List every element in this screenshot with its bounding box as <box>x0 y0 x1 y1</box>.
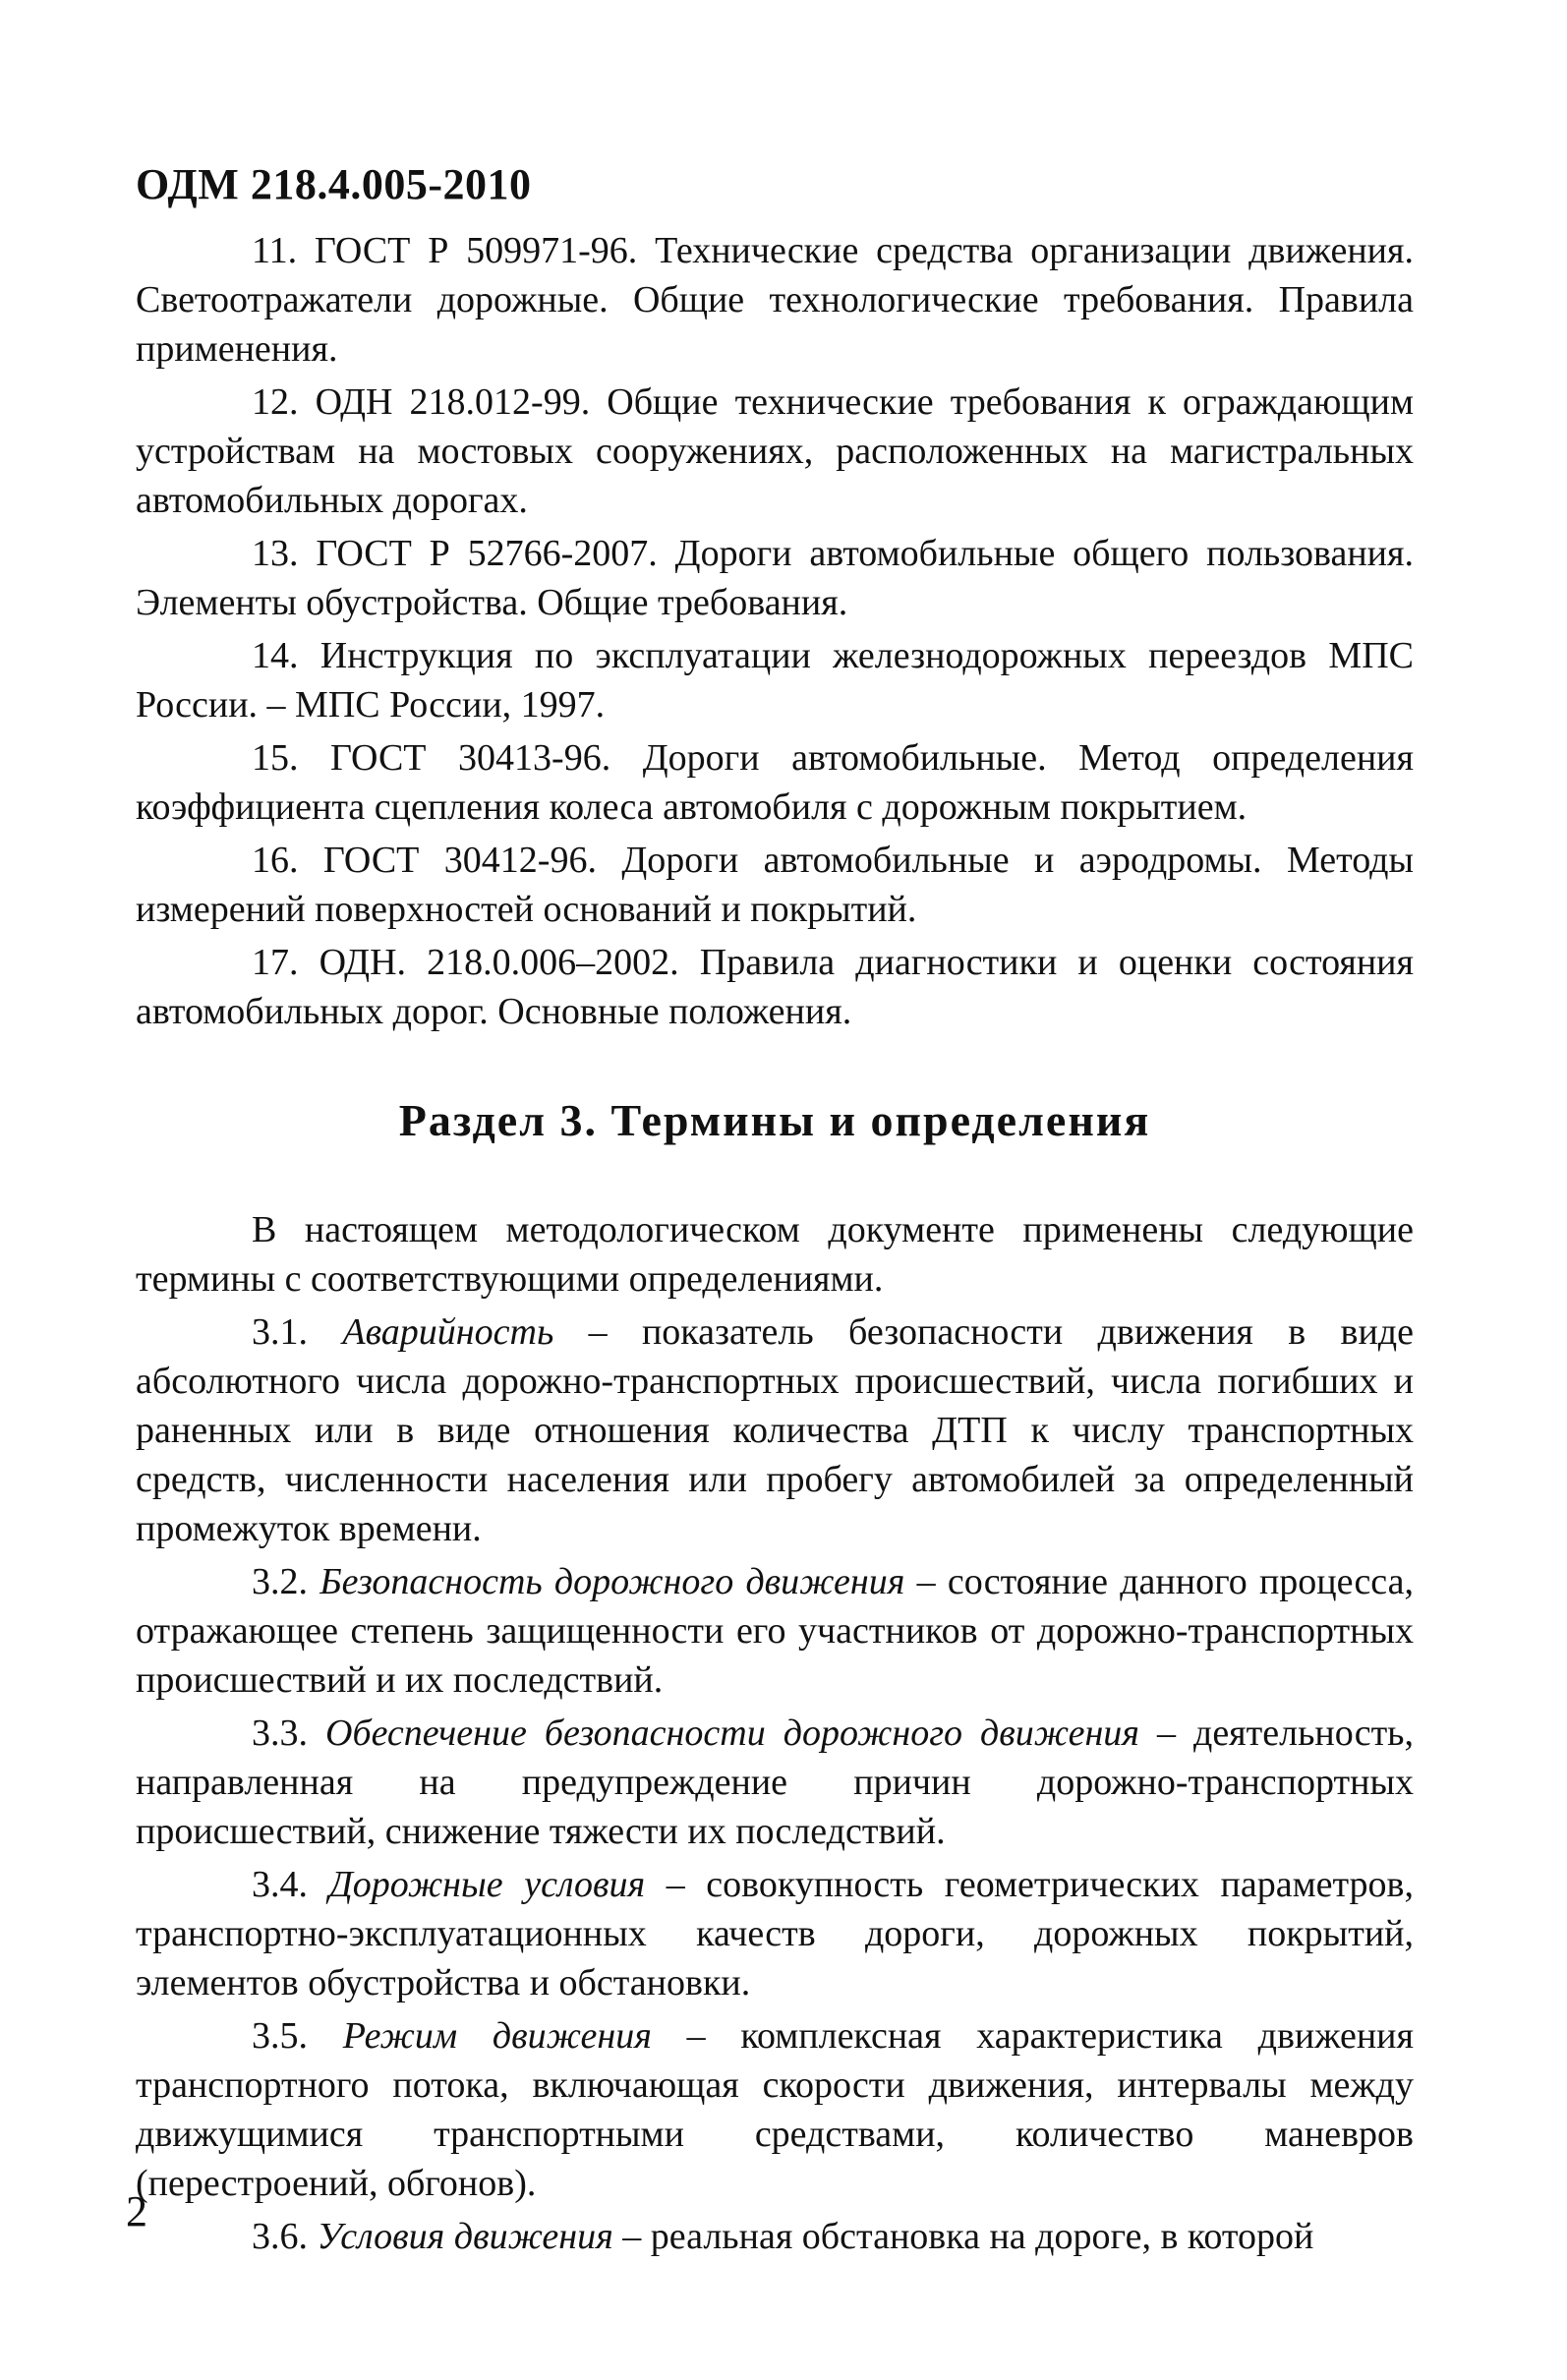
definition-item <box>136 2011 1414 2208</box>
definition-number: 3.3. <box>252 1712 308 1754</box>
definition-item <box>136 1709 1414 1856</box>
document-page <box>136 157 1414 2265</box>
reference-item: 11. ГОСТ Р 509971-96. Технические средства организации движения. Светоотражатели дорожные. Общие технологические требования. Правила применения. <box>136 230 1414 370</box>
definition-term: Условия движения <box>317 2216 613 2257</box>
definition-text: – совокупность геометрических параметров, транспортно-эксплуатационных качеств дороги, дорожных покрытий, элементов обустройства и обстановки. <box>136 1864 1414 2003</box>
reference-item: 12. ОДН 218.012-99. Общие технические требования к ограждающим устройствам на мостовых сооружениях, расположенных на магистральных автомобильных дорогах. <box>136 381 1414 521</box>
definition-item <box>136 1557 1414 1705</box>
definition-term: Безопасность дорожного движения <box>319 1561 905 1602</box>
definition-item <box>136 1307 1414 1553</box>
references-list <box>136 226 1414 1036</box>
definition-number: 3.6. <box>252 2216 308 2257</box>
definition-item <box>136 2212 1414 2261</box>
definition-term: Аварийность <box>342 1311 554 1353</box>
definition-text: – реальная обстановка на дороге, в которой <box>612 2216 1314 2257</box>
document-code: ОДМ 218.4.005-2010 <box>136 160 532 208</box>
section-intro: В настоящем методологическом документе применены следующие термины с соответствующими определениями. <box>136 1209 1414 1300</box>
definition-text: – состояние данного процесса, отражающее степень защищенности его участников от дорожно-транспортных происшествий и их последствий. <box>136 1561 1415 1701</box>
definition-text: – комплексная характеристика движения транспортного потока, включающая скорости движения, интервалы между движущимися транспортными средствами, количество маневров (перестроений, обгонов). <box>136 2015 1414 2204</box>
reference-item: 17. ОДН. 218.0.006–2002. Правила диагностики и оценки состояния автомобильных дорог. Основные положения. <box>136 942 1414 1032</box>
definition-term: Режим движения <box>342 2015 652 2057</box>
section-title: Раздел 3. Термины и определения <box>398 1095 1151 1145</box>
definition-text: – показатель безопасности движения в виде абсолютного числа дорожно-транспортных происшествий, числа погибших и раненных или в виде отношения количества ДТП к числу транспортных средств, численности населения или пробегу автомобилей за определенный промежуток времени. <box>136 1311 1415 1549</box>
reference-item: 15. ГОСТ 30413-96. Дороги автомобильные. Метод определения коэффициента сцепления колеса автомобиля с дорожным покрытием. <box>136 737 1414 828</box>
definition-number: 3.1. <box>252 1311 308 1353</box>
definition-text: – деятельность, направленная на предупреждение причин дорожно-транспортных происшествий, снижение тяжести их последствий. <box>136 1712 1415 1852</box>
definition-number: 3.4. <box>252 1864 308 1905</box>
reference-item: 16. ГОСТ 30412-96. Дороги автомобильные и аэродромы. Методы измерений поверхностей оснований и покрытий. <box>136 840 1414 930</box>
reference-item: 14. Инструкция по эксплуатации железнодорожных переездов МПС России. – МПС России, 1997. <box>136 635 1414 726</box>
definition-term: Обеспечение безопасности дорожного движения <box>325 1712 1139 1754</box>
definition-number: 3.5. <box>252 2015 308 2057</box>
definitions-list <box>136 1307 1414 2261</box>
page-number: 2 <box>126 2187 147 2235</box>
definition-item <box>136 1860 1414 2007</box>
definition-number: 3.2. <box>252 1561 308 1602</box>
definition-term: Дорожные условия <box>328 1864 646 1905</box>
reference-item: 13. ГОСТ Р 52766-2007. Дороги автомобильные общего пользования. Элементы обустройства. Общие требования. <box>136 533 1414 623</box>
